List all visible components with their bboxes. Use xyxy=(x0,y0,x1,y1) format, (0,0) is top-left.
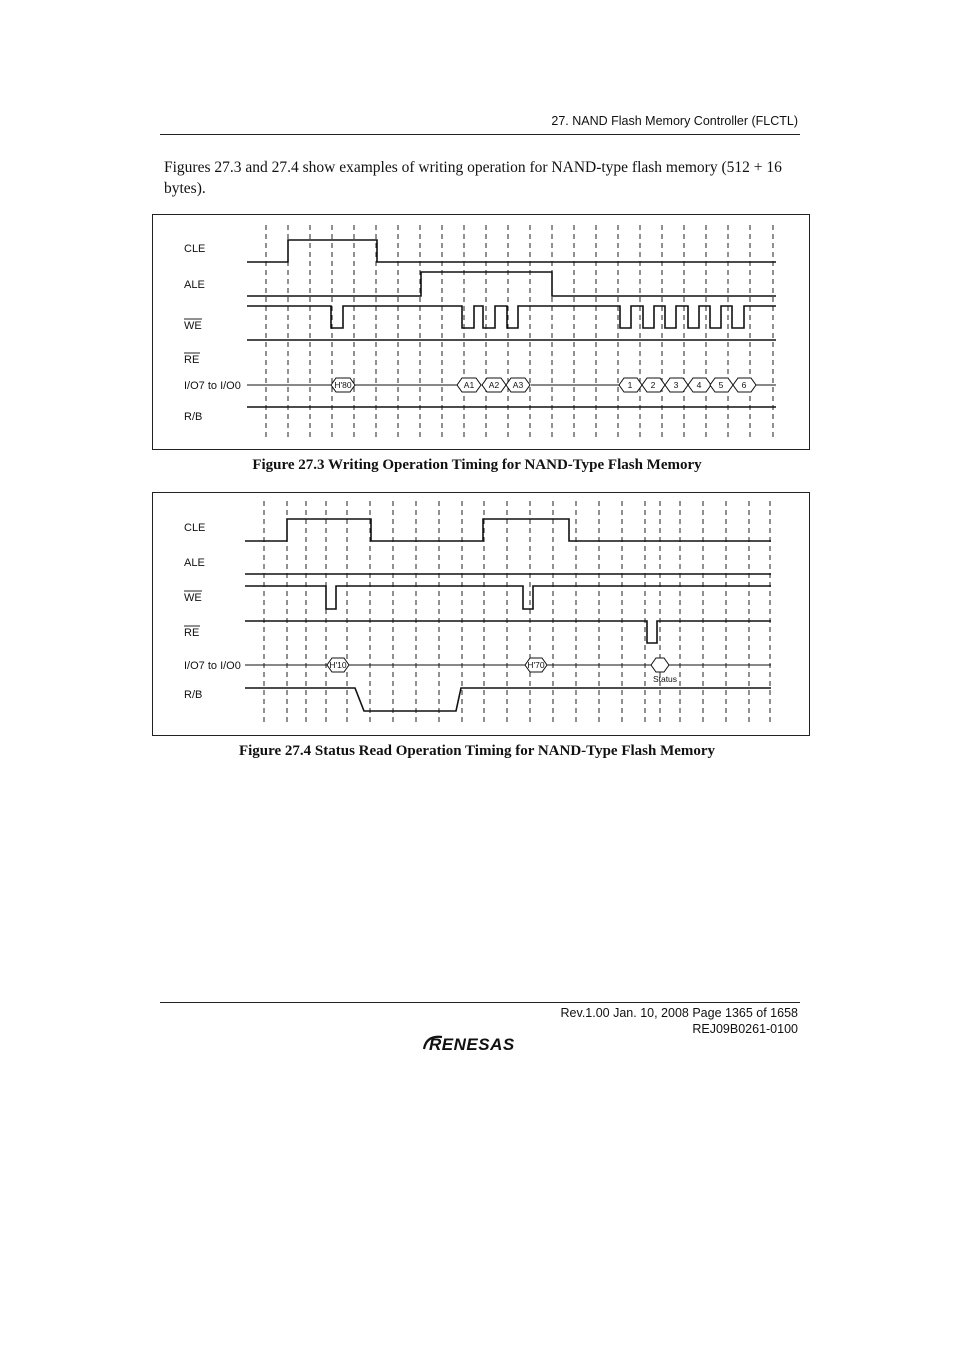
figure-27-3-caption: Figure 27.3 Writing Operation Timing for NAND-Type Flash Memory xyxy=(252,457,702,473)
signal-label-we: WE xyxy=(184,592,202,604)
io-hex-a3 xyxy=(506,378,530,392)
figure-27-4 xyxy=(152,492,810,736)
io-hex-data-1 xyxy=(619,378,642,392)
logo-wordmark: RENESAS xyxy=(429,1035,515,1054)
we-waveform xyxy=(245,586,771,609)
signal-label-rb: R/B xyxy=(184,689,203,701)
waveforms xyxy=(245,519,771,711)
revision-line: Rev.1.00 Jan. 10, 2008 Page 1365 of 1658 xyxy=(560,1006,798,1020)
cle-waveform xyxy=(245,519,771,541)
write-timing-diagram xyxy=(153,215,809,449)
signal-label-re: RE xyxy=(184,354,200,366)
timing-gridlines xyxy=(264,501,770,723)
io-hex-h10 xyxy=(327,658,349,672)
intro-paragraph: Figures 27.3 and 27.4 show examples of writing operation for NAND-type flash memory (512 + 16 bytes). xyxy=(164,159,782,197)
rb-waveform xyxy=(245,688,771,711)
we-waveform xyxy=(247,306,776,328)
svg-text:1: 1 xyxy=(627,380,633,390)
figure-27-4-caption: Figure 27.4 Status Read Operation Timing for NAND-Type Flash Memory xyxy=(238,743,716,759)
footer-revision xyxy=(561,1005,798,1037)
svg-text:H'70: H'70 xyxy=(527,660,545,670)
svg-text:A1: A1 xyxy=(463,380,475,390)
figure-27-3 xyxy=(152,214,810,450)
svg-text:3: 3 xyxy=(673,380,679,390)
signal-label-ale: ALE xyxy=(184,557,205,569)
footer-rule xyxy=(160,1002,800,1003)
re-waveform xyxy=(245,621,771,643)
svg-text:H'10: H'10 xyxy=(329,660,347,670)
io-hex-data-2 xyxy=(642,378,665,392)
signal-label-cle: CLE xyxy=(184,522,206,534)
io-hex-h80 xyxy=(331,378,355,392)
signal-label-io: I/O7 to I/O0 xyxy=(184,380,241,392)
ale-waveform xyxy=(247,272,776,296)
svg-text:6: 6 xyxy=(741,380,747,390)
signal-label-io: I/O7 to I/O0 xyxy=(184,660,241,672)
svg-text:H'80: H'80 xyxy=(334,380,352,390)
status-read-timing-diagram xyxy=(153,493,809,735)
io-hex-data-4 xyxy=(688,378,711,392)
signal-label-re: RE xyxy=(184,627,200,639)
io-hex-a1 xyxy=(457,378,481,392)
signal-label-rb: R/B xyxy=(184,411,203,423)
io-hex-a2 xyxy=(482,378,506,392)
document-number: REJ09B0261-0100 xyxy=(692,1022,798,1036)
io-hex-data-6 xyxy=(733,378,756,392)
svg-text:A2: A2 xyxy=(488,380,500,390)
svg-text:A3: A3 xyxy=(512,380,524,390)
signal-label-we: WE xyxy=(184,320,202,332)
status-label: Status xyxy=(652,674,678,684)
signal-label-cle: CLE xyxy=(184,243,206,255)
io-hex-h70 xyxy=(525,658,547,672)
io-hex-data-3 xyxy=(665,378,688,392)
signal-label-ale: ALE xyxy=(184,279,205,291)
running-header: 27. NAND Flash Memory Controller (FLCTL) xyxy=(551,114,798,128)
svg-text:5: 5 xyxy=(718,380,724,390)
header-rule xyxy=(160,134,800,135)
io-values xyxy=(327,658,677,684)
io-hex-data-5 xyxy=(710,378,733,392)
svg-text:2: 2 xyxy=(650,380,656,390)
renesas-logo xyxy=(420,1030,544,1061)
cle-waveform xyxy=(247,240,776,262)
io-hex-status xyxy=(651,658,669,672)
svg-text:4: 4 xyxy=(696,380,702,390)
